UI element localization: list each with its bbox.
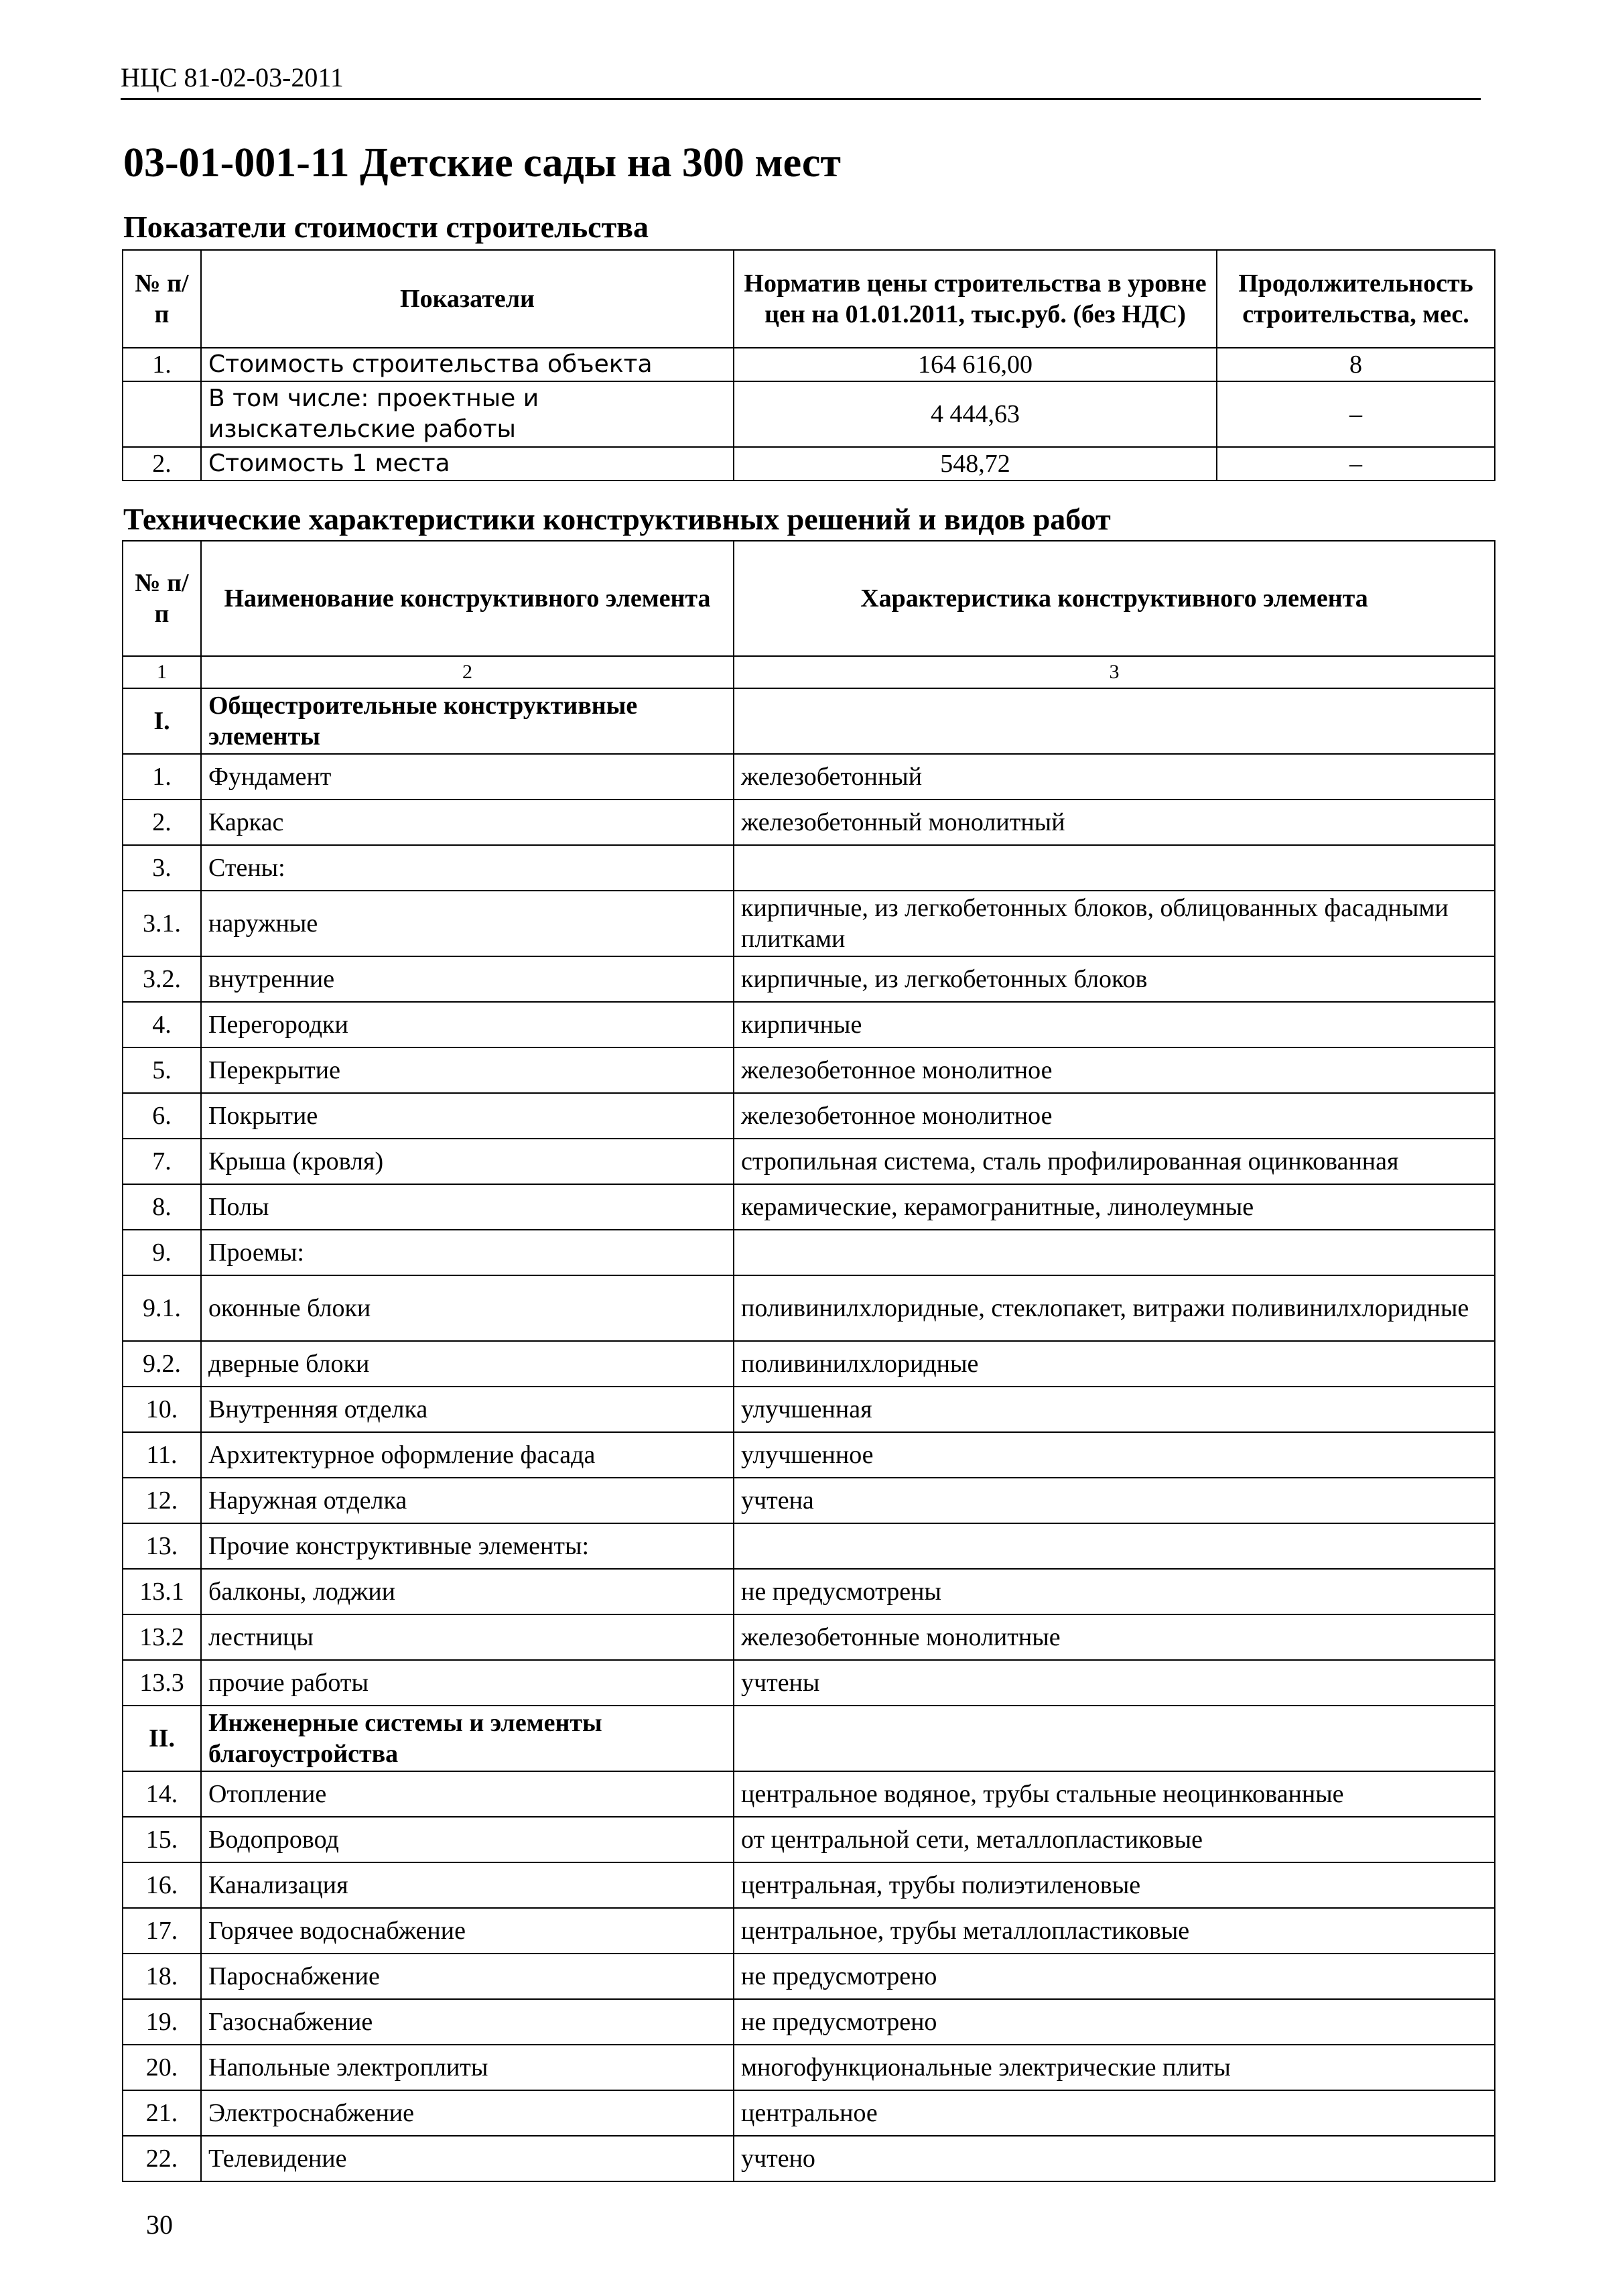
- row-name: наружные: [201, 891, 734, 956]
- row-num: 11.: [123, 1432, 201, 1478]
- row-value: железобетонный: [734, 754, 1495, 800]
- table-row: [123, 1569, 1495, 1614]
- row-num: 2.: [123, 447, 201, 481]
- row-num: 13.1: [123, 1569, 201, 1614]
- row-num: 19.: [123, 1999, 201, 2045]
- table-row: [123, 1706, 1495, 1771]
- table-row: [123, 891, 1495, 956]
- row-num: 12.: [123, 1478, 201, 1523]
- table-row: [123, 1184, 1495, 1230]
- row-name: Каркас: [201, 800, 734, 845]
- row-duration: 8: [1217, 348, 1495, 381]
- header-num: № п/п: [123, 250, 201, 348]
- table-row: [123, 1999, 1495, 2045]
- row-num: 9.: [123, 1230, 201, 1275]
- column-number: 3: [734, 656, 1495, 688]
- row-num: 18.: [123, 1954, 201, 1999]
- table-row: [123, 1432, 1495, 1478]
- cost-section-title: Показатели стоимости строительства: [123, 210, 649, 244]
- row-value: центральное: [734, 2090, 1495, 2136]
- header-duration: Продолжительность строительства, мес.: [1217, 250, 1495, 348]
- table-row: [123, 688, 1495, 754]
- header-num: № п/п: [123, 541, 201, 656]
- row-num: II.: [123, 1706, 201, 1771]
- row-num: 13.2: [123, 1614, 201, 1660]
- row-value: [734, 845, 1495, 891]
- document-code: НЦС 81-02-03-2011: [121, 62, 344, 92]
- table-row: [123, 1047, 1495, 1093]
- header-norm: Норматив цены строительства в уровне цен на 01.01.2011, тыс.руб. (без НДС): [734, 250, 1217, 348]
- row-value: улучшенное: [734, 1432, 1495, 1478]
- table-row: [123, 1660, 1495, 1706]
- row-value: многофункциональные электрические плиты: [734, 2045, 1495, 2090]
- row-name: Инженерные системы и элементы благоустройства: [201, 1706, 734, 1771]
- row-value: [734, 1230, 1495, 1275]
- header-divider: [121, 98, 1481, 100]
- row-value: кирпичные: [734, 1002, 1495, 1047]
- table-row: [123, 1908, 1495, 1954]
- table-row: [123, 1139, 1495, 1184]
- row-num: 17.: [123, 1908, 201, 1954]
- row-name: Прочие конструктивные элементы:: [201, 1523, 734, 1569]
- row-name: Напольные электроплиты: [201, 2045, 734, 2090]
- table-row: [123, 1093, 1495, 1139]
- row-name: Стены:: [201, 845, 734, 891]
- row-num: 21.: [123, 2090, 201, 2136]
- cost-indicators-table: [122, 249, 1495, 481]
- row-num: 3.2.: [123, 956, 201, 1002]
- row-name: Общестроительные конструктивные элементы: [201, 688, 734, 754]
- row-value: центральное, трубы металлопластиковые: [734, 1908, 1495, 1954]
- row-name: Газоснабжение: [201, 1999, 734, 2045]
- header-element: Наименование конструктивного элемента: [201, 541, 734, 656]
- row-num: 7.: [123, 1139, 201, 1184]
- row-name: Архитектурное оформление фасада: [201, 1432, 734, 1478]
- row-name: Отопление: [201, 1771, 734, 1817]
- table-row: [123, 1002, 1495, 1047]
- page-title: 03-01-001-11 Детские сады на 300 мест: [123, 140, 841, 186]
- row-name: Перекрытие: [201, 1047, 734, 1093]
- row-num: 15.: [123, 1817, 201, 1862]
- row-name: Электроснабжение: [201, 2090, 734, 2136]
- row-num: 10.: [123, 1387, 201, 1432]
- row-value: не предусмотрено: [734, 1999, 1495, 2045]
- row-value: кирпичные, из легкобетонных блоков: [734, 956, 1495, 1002]
- table-row: [123, 1817, 1495, 1862]
- row-value: [734, 1523, 1495, 1569]
- row-name: Горячее водоснабжение: [201, 1908, 734, 1954]
- table-row: [123, 1478, 1495, 1523]
- row-name: Телевидение: [201, 2136, 734, 2181]
- row-value: кирпичные, из легкобетонных блоков, облицованных фасадными плитками: [734, 891, 1495, 956]
- row-name: лестницы: [201, 1614, 734, 1660]
- table-row: [123, 845, 1495, 891]
- row-num: 4.: [123, 1002, 201, 1047]
- row-num: 1.: [123, 754, 201, 800]
- row-name: Стоимость 1 места: [201, 447, 734, 481]
- row-name: Полы: [201, 1184, 734, 1230]
- row-value: от центральной сети, металлопластиковые: [734, 1817, 1495, 1862]
- technical-specs-table: [122, 540, 1495, 2182]
- row-num: 6.: [123, 1093, 201, 1139]
- header-characteristic: Характеристика конструктивного элемента: [734, 541, 1495, 656]
- row-num: 20.: [123, 2045, 201, 2090]
- table-row: [123, 1230, 1495, 1275]
- table-row: [123, 1862, 1495, 1908]
- column-number: 2: [201, 656, 734, 688]
- row-num: [123, 381, 201, 447]
- row-value: центральное водяное, трубы стальные неоцинкованные: [734, 1771, 1495, 1817]
- row-name: Пароснабжение: [201, 1954, 734, 1999]
- row-name: Внутренняя отделка: [201, 1387, 734, 1432]
- row-name: Перегородки: [201, 1002, 734, 1047]
- row-num: 5.: [123, 1047, 201, 1093]
- row-num: 13.3: [123, 1660, 201, 1706]
- row-value: железобетонные монолитные: [734, 1614, 1495, 1660]
- table-row: [123, 348, 1495, 381]
- table-row: [123, 1387, 1495, 1432]
- row-name: дверные блоки: [201, 1341, 734, 1387]
- column-number: 1: [123, 656, 201, 688]
- row-name: Фундамент: [201, 754, 734, 800]
- row-num: I.: [123, 688, 201, 754]
- row-num: 1.: [123, 348, 201, 381]
- row-name: внутренние: [201, 956, 734, 1002]
- row-num: 22.: [123, 2136, 201, 2181]
- technical-section-title: Технические характеристики конструктивных решений и видов работ: [123, 502, 1111, 536]
- row-value: учтены: [734, 1660, 1495, 1706]
- row-num: 3.: [123, 845, 201, 891]
- table-row: [123, 2090, 1495, 2136]
- row-value: железобетонное монолитное: [734, 1093, 1495, 1139]
- table-row: [123, 754, 1495, 800]
- row-name: В том числе: проектные и изыскательские работы: [201, 381, 734, 447]
- row-value: поливинилхлоридные: [734, 1341, 1495, 1387]
- table-row: [123, 2045, 1495, 2090]
- table-row: [123, 1275, 1495, 1341]
- row-value: керамические, керамогранитные, линолеумные: [734, 1184, 1495, 1230]
- row-value: железобетонное монолитное: [734, 1047, 1495, 1093]
- row-value: не предусмотрены: [734, 1569, 1495, 1614]
- row-num: 2.: [123, 800, 201, 845]
- header-indicator: Показатели: [201, 250, 734, 348]
- row-value: не предусмотрено: [734, 1954, 1495, 1999]
- row-name: Крыша (кровля): [201, 1139, 734, 1184]
- row-name: Наружная отделка: [201, 1478, 734, 1523]
- table-row: [123, 447, 1495, 481]
- row-value: учтена: [734, 1478, 1495, 1523]
- table-row: [123, 800, 1495, 845]
- row-num: 13.: [123, 1523, 201, 1569]
- table-row: [123, 1954, 1495, 1999]
- row-duration: –: [1217, 447, 1495, 481]
- table-row: [123, 381, 1495, 447]
- row-name: Канализация: [201, 1862, 734, 1908]
- row-name: Покрытие: [201, 1093, 734, 1139]
- table-row: [123, 1341, 1495, 1387]
- row-name: Стоимость строительства объекта: [201, 348, 734, 381]
- row-value: железобетонный монолитный: [734, 800, 1495, 845]
- row-value: центральная, трубы полиэтиленовые: [734, 1862, 1495, 1908]
- table-row: [123, 1614, 1495, 1660]
- row-num: 3.1.: [123, 891, 201, 956]
- row-num: 8.: [123, 1184, 201, 1230]
- row-value: стропильная система, сталь профилированная оцинкованная: [734, 1139, 1495, 1184]
- row-value: 548,72: [734, 447, 1217, 481]
- row-value: [734, 688, 1495, 754]
- table-row: [123, 1523, 1495, 1569]
- page-number: 30: [146, 2210, 173, 2240]
- row-value: улучшенная: [734, 1387, 1495, 1432]
- row-name: балконы, лоджии: [201, 1569, 734, 1614]
- row-name: оконные блоки: [201, 1275, 734, 1341]
- row-num: 16.: [123, 1862, 201, 1908]
- row-duration: –: [1217, 381, 1495, 447]
- row-name: Водопровод: [201, 1817, 734, 1862]
- row-value: 164 616,00: [734, 348, 1217, 381]
- table-row: [123, 2136, 1495, 2181]
- row-num: 9.2.: [123, 1341, 201, 1387]
- row-num: 9.1.: [123, 1275, 201, 1341]
- table-row: [123, 956, 1495, 1002]
- table-row: [123, 1771, 1495, 1817]
- row-value: 4 444,63: [734, 381, 1217, 447]
- row-value: [734, 1706, 1495, 1771]
- row-value: учтено: [734, 2136, 1495, 2181]
- row-num: 14.: [123, 1771, 201, 1817]
- row-value: поливинилхлоридные, стеклопакет, витражи поливинилхлоридные: [734, 1275, 1495, 1341]
- row-name: прочие работы: [201, 1660, 734, 1706]
- row-name: Проемы:: [201, 1230, 734, 1275]
